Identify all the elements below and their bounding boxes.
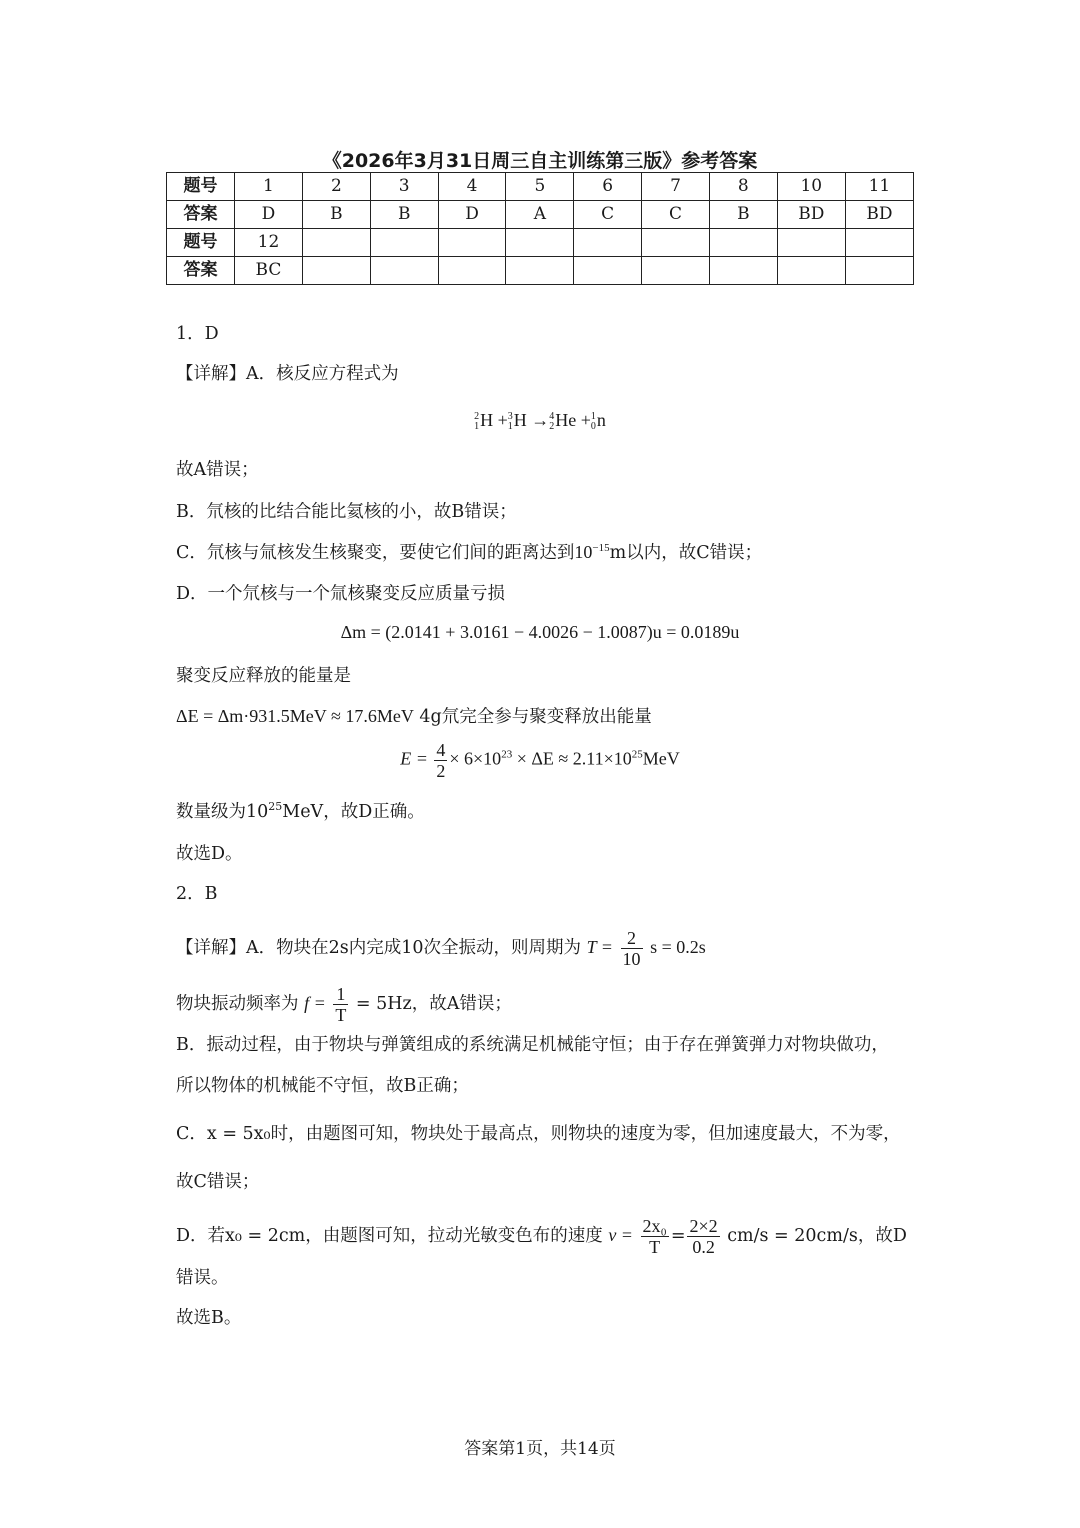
table-cell: 7 xyxy=(642,173,710,201)
fraction xyxy=(641,1216,669,1257)
numerator: 2x₀ xyxy=(642,1216,667,1236)
total-energy-equation xyxy=(0,740,1080,781)
text-span: 物块振动频率为 xyxy=(176,994,299,1014)
fraction xyxy=(333,984,348,1025)
nuclide-index: 2 1 xyxy=(474,410,480,432)
nuclide-symbol: n xyxy=(596,410,606,430)
table-cell xyxy=(438,229,506,257)
table-cell: 11 xyxy=(845,173,913,201)
table-cell: D xyxy=(438,201,506,229)
nuclide-index: 3 1 xyxy=(507,410,513,432)
table-cell xyxy=(574,229,642,257)
table-cell xyxy=(370,257,438,285)
nuclide-symbol: H xyxy=(513,410,527,430)
nuclide-symbol: H xyxy=(480,410,494,430)
table-row xyxy=(167,229,914,257)
q1-line: 【详解】A．核反应方程式为 xyxy=(176,364,399,384)
q2-line: D．若x₀ = 2cm，由题图可知，拉动光敏变色布的速度 v = $\frac{\text{2x₀}}{T}$ = $\frac{2\times 2}{0.2}$ cm/s = 20cm/s，故D xyxy=(176,1216,907,1257)
text-span: D．若x₀ = 2cm，由题图可知，拉动光敏变色布的速度 xyxy=(176,1226,603,1246)
table-cell: 6 xyxy=(574,173,642,201)
text-span: MeV，故D正确。 xyxy=(282,802,425,822)
table-cell: 3 xyxy=(370,173,438,201)
equation-left: E = xyxy=(400,748,428,769)
plus-sign: + xyxy=(497,410,508,430)
q1-line: B．氘核的比结合能比氦核的小，故B错误； xyxy=(176,502,517,522)
row-label: 答案 xyxy=(167,201,235,229)
q2-line xyxy=(176,928,706,969)
table-cell xyxy=(709,257,777,285)
table-cell xyxy=(642,229,710,257)
table-cell xyxy=(506,257,574,285)
exponent: 25 xyxy=(631,748,643,761)
table-cell: 12 xyxy=(234,229,302,257)
nuclide-symbol: He xyxy=(555,410,577,430)
table-cell xyxy=(506,229,574,257)
equation-part: s = 0.2s xyxy=(650,937,706,957)
arrow: → xyxy=(531,410,550,430)
nuclide-index: 1 0 xyxy=(590,410,596,432)
text-span: m以内，故C错误； xyxy=(609,543,763,563)
row-label: 答案 xyxy=(167,257,235,285)
q1-line: 故A错误； xyxy=(176,460,259,480)
q1-line xyxy=(176,704,652,729)
text-span: 【详解】A．物块在2s内完成10次全振动，则周期为 xyxy=(176,938,582,958)
q2-line: B．振动过程，由于物块与弹簧组成的系统满足机械能守恒；由于存在弹簧弹力对物块做功， xyxy=(176,1035,889,1055)
q1-line: D．一个氘核与一个氚核聚变反应质量亏损 xyxy=(176,584,506,604)
numerator: 2×2 xyxy=(689,1216,718,1236)
exponent: 23 xyxy=(501,748,513,761)
page-title: 《2026年3月31日周三自主训练第三版》参考答案 xyxy=(322,150,758,172)
table-row xyxy=(167,173,914,201)
table-cell: 4 xyxy=(438,173,506,201)
fraction xyxy=(434,740,447,781)
q1-conclusion: 故选D。 xyxy=(176,844,243,864)
table-cell: A xyxy=(506,201,574,229)
equation-left: T = xyxy=(586,937,613,957)
table-cell xyxy=(777,229,845,257)
table-cell: C xyxy=(574,201,642,229)
q1-line xyxy=(176,800,425,824)
denominator: T xyxy=(335,1005,347,1025)
table-cell: 8 xyxy=(709,173,777,201)
mass-defect-equation: Δm = (2.0141 + 3.0161 − 4.0026 − 1.0087)u = 0.0189u xyxy=(340,622,740,642)
q2-heading: 2．B xyxy=(176,884,218,904)
table-cell: BC xyxy=(234,257,302,285)
table-row xyxy=(167,201,914,229)
table-cell xyxy=(370,229,438,257)
equation-left: f = xyxy=(304,993,326,1013)
table-cell: B xyxy=(303,201,371,229)
table-cell: BD xyxy=(845,201,913,229)
table-cell: C xyxy=(642,201,710,229)
table-cell: BD xyxy=(777,201,845,229)
table-cell: B xyxy=(370,201,438,229)
text-span: 数量级为10 xyxy=(176,802,269,822)
equation-part: × 6×10 xyxy=(449,748,502,769)
page-footer: 答案第1页，共14页 xyxy=(464,1439,616,1459)
q1-heading: 1．D xyxy=(176,324,219,344)
q2-line: 故C错误； xyxy=(176,1172,260,1192)
table-cell xyxy=(845,229,913,257)
denominator: 10 xyxy=(622,949,641,969)
q2-line: 所以物体的机械能不守恒，故B正确； xyxy=(176,1076,469,1096)
row-label: 题号 xyxy=(167,229,235,257)
row-label: 题号 xyxy=(167,173,235,201)
text-span: C．氘核与氚核发生核聚变，要使它们间的距离达到 xyxy=(176,543,575,563)
table-cell: 5 xyxy=(506,173,574,201)
exponent: 25 xyxy=(268,800,283,814)
q2-line: 错误。 xyxy=(176,1268,229,1288)
table-cell xyxy=(438,257,506,285)
denominator: 0.2 xyxy=(692,1237,715,1257)
unit: MeV xyxy=(642,748,680,769)
table-cell xyxy=(845,257,913,285)
q1-nuclear-equation xyxy=(0,408,1080,432)
text-span: cm/s = 20cm/s，故D xyxy=(727,1226,907,1246)
equation-left: v = xyxy=(608,1225,633,1245)
distance-value: $10^{-15}$ xyxy=(574,542,610,562)
denominator: T xyxy=(649,1237,661,1257)
numerator: 2 xyxy=(621,928,643,949)
q1-line: 聚变反应释放的能量是 xyxy=(176,666,351,686)
equation-part: × ΔE ≈ 2.11×10 xyxy=(512,748,632,769)
table-cell xyxy=(642,257,710,285)
table-cell: 2 xyxy=(303,173,371,201)
denominator: 2 xyxy=(436,761,446,781)
plus-sign: + xyxy=(580,410,591,430)
q2-conclusion: 故选B。 xyxy=(176,1308,242,1328)
text-span: = 5Hz，故A错误； xyxy=(355,994,512,1014)
fraction xyxy=(621,928,643,969)
table-cell xyxy=(303,229,371,257)
q2-line: C．x = 5x₀时，由题图可知，物块处于最高点，则物块的速度为零，但加速度最大，不为零， xyxy=(176,1124,901,1144)
q1-line xyxy=(176,540,762,565)
table-cell xyxy=(709,229,777,257)
text-span: 4g氘完全参与聚变释放出能量 xyxy=(419,707,652,727)
table-cell: B xyxy=(709,201,777,229)
table-cell xyxy=(574,257,642,285)
table-cell: 10 xyxy=(777,173,845,201)
table-cell: D xyxy=(234,201,302,229)
fraction xyxy=(687,1216,719,1257)
nuclide-index: 4 2 xyxy=(549,410,555,432)
numerator: 1 xyxy=(333,984,348,1005)
table-cell: 1 xyxy=(234,173,302,201)
table-row xyxy=(167,257,914,285)
answer-table xyxy=(166,172,914,285)
energy-equation: ΔE = Δm·931.5MeV ≈ 17.6MeV xyxy=(176,706,414,726)
q2-line xyxy=(176,984,512,1025)
table-cell xyxy=(303,257,371,285)
table-cell xyxy=(777,257,845,285)
numerator: 4 xyxy=(436,740,446,760)
